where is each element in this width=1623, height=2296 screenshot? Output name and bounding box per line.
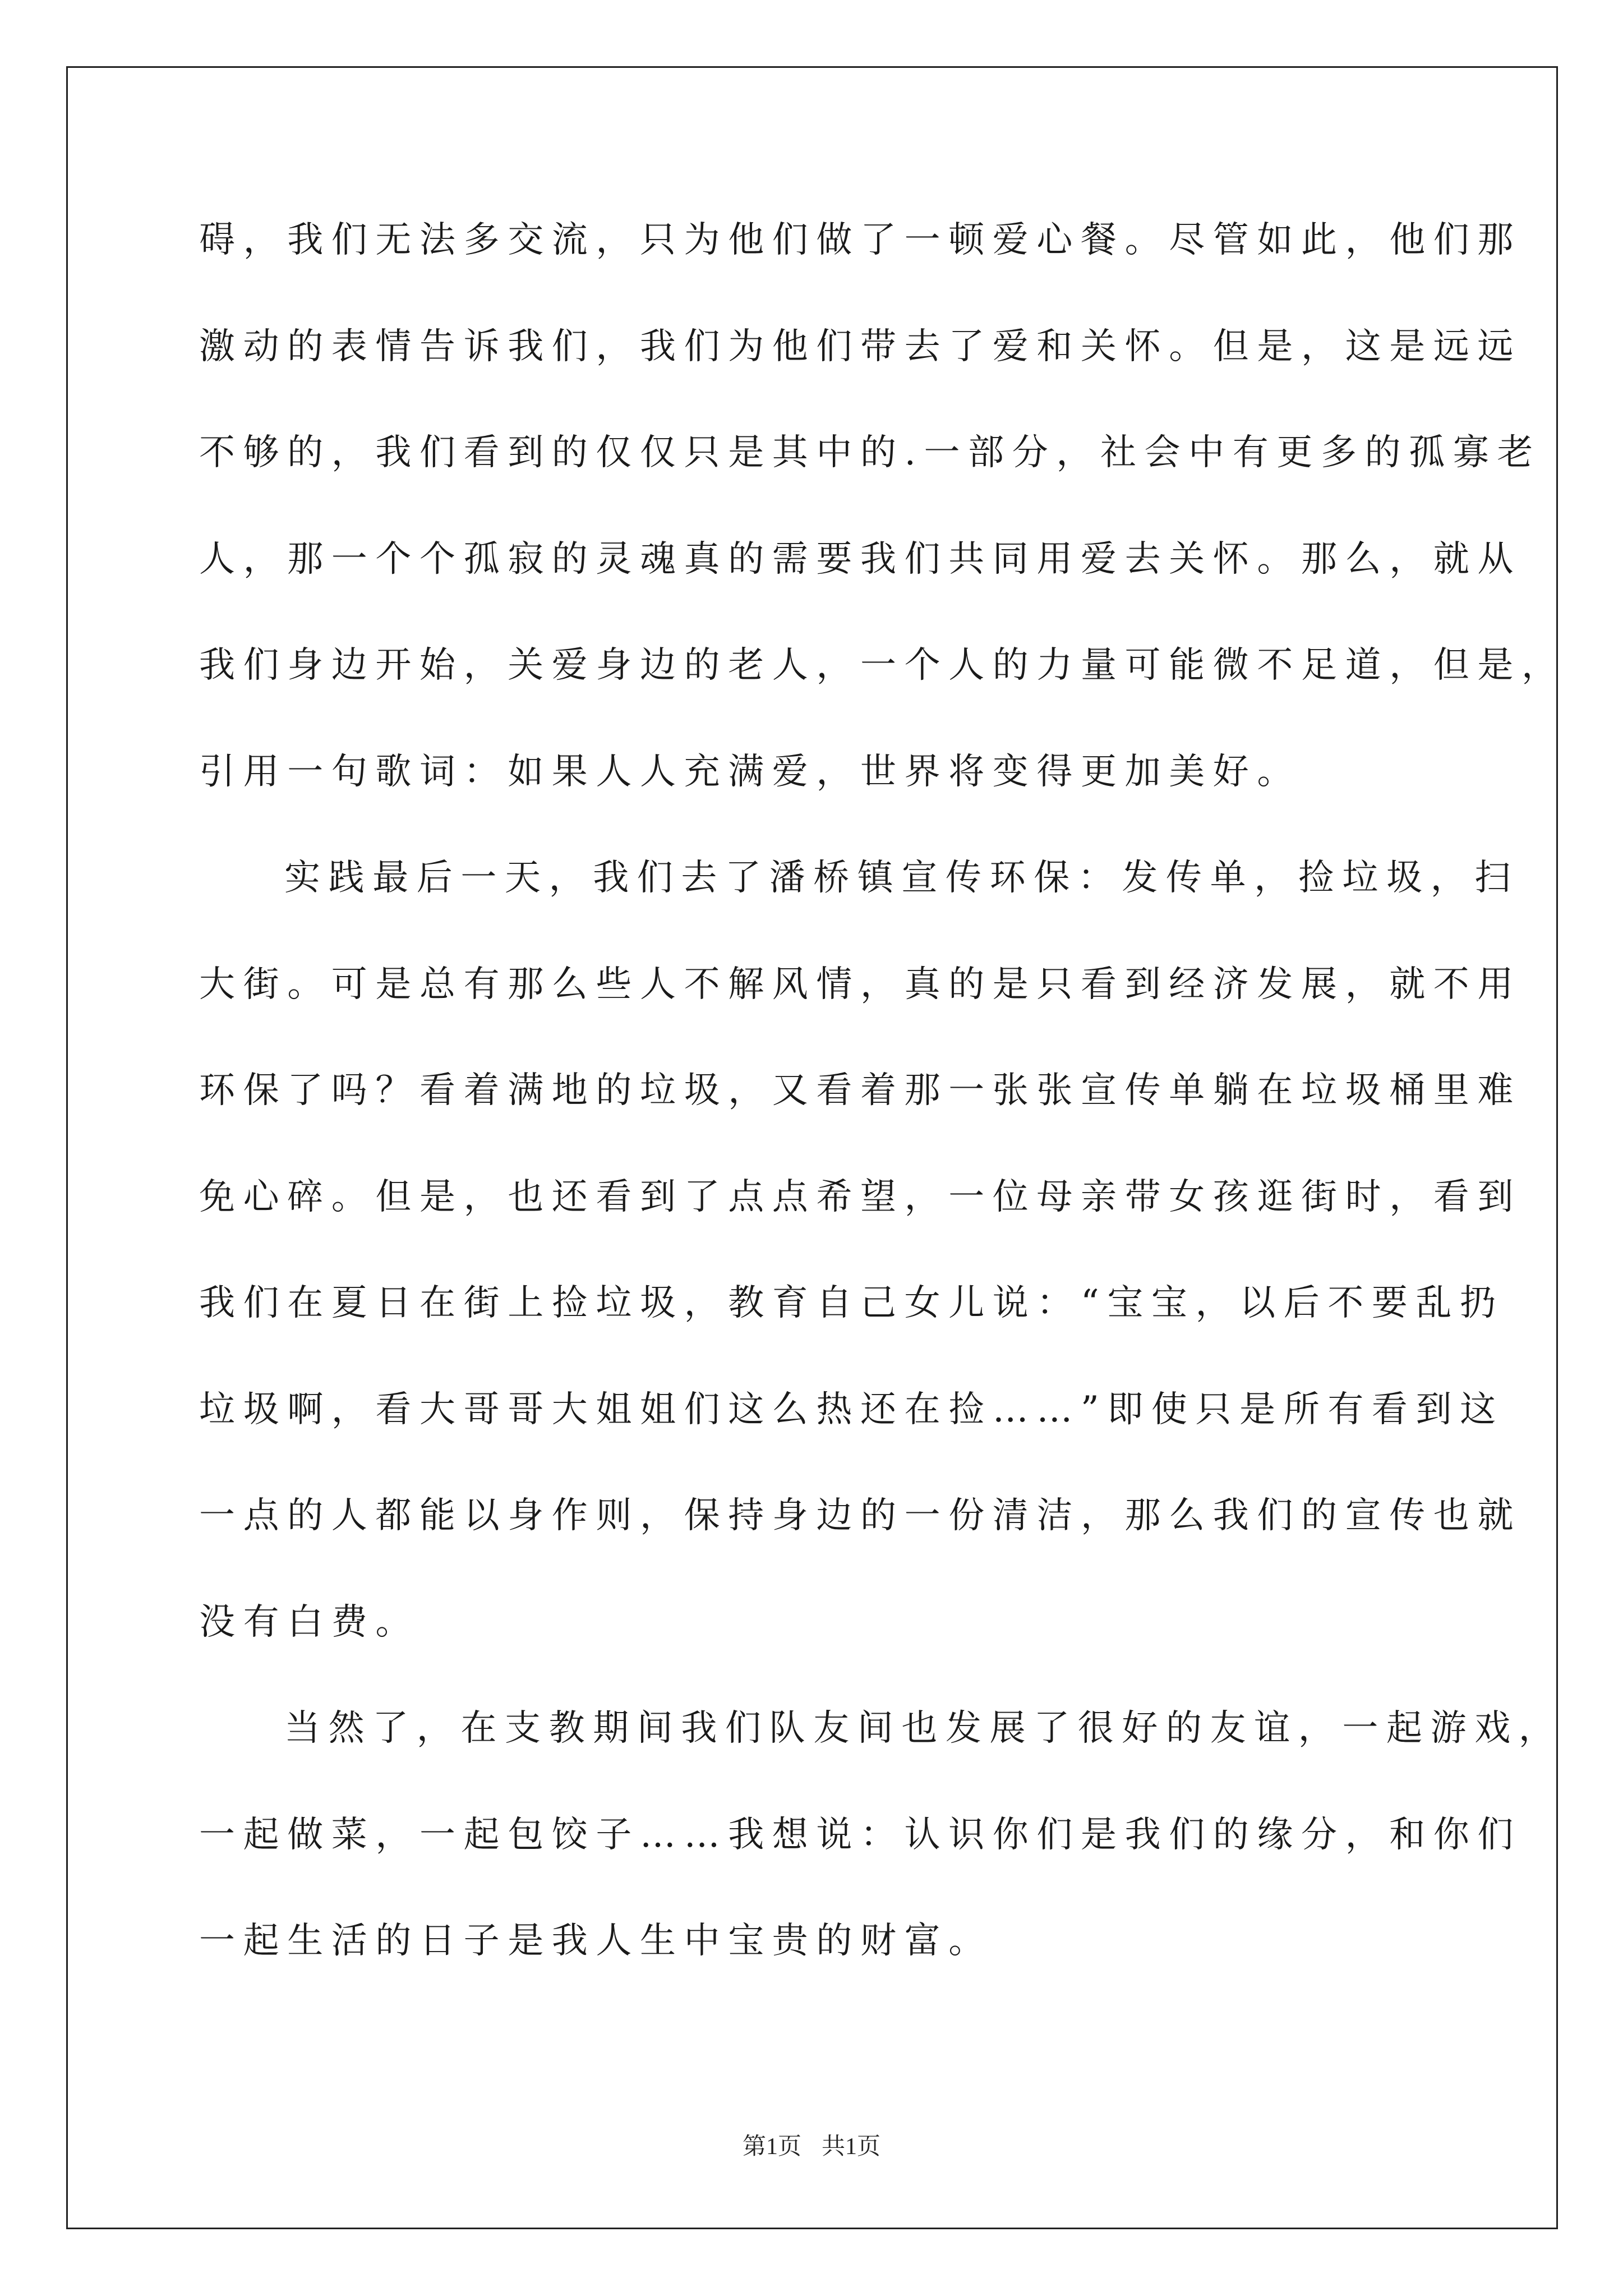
text-line: 环保了吗？看着满地的垃圾，又看着那一张张宣传单躺在垃圾桶里难 <box>199 1070 1521 1111</box>
text-line: 没有白费。 <box>199 1601 419 1643</box>
text-line: 激动的表情告诉我们，我们为他们带去了爱和关怀。但是，这是远远 <box>199 325 1521 367</box>
paragraph-start-line: 实践最后一天，我们去了潘桥镇宣传环保：发传单，捡垃圾，扫 <box>284 857 1519 899</box>
text-line: 不够的，我们看到的仅仅只是其中的.一部分，社会中有更多的孤寡老 <box>199 432 1541 473</box>
text-line: 免心碎。但是，也还看到了点点希望，一位母亲带女孩逛街时，看到 <box>199 1176 1521 1218</box>
text-line: 大街。可是总有那么些人不解风情，真的是只看到经济发展，就不用 <box>199 963 1521 1005</box>
text-line: 一起做菜，一起包饺子……我想说：认识你们是我们的缘分，和你们 <box>199 1814 1521 1856</box>
text-line: 碍，我们无法多交流，只为他们做了一顿爱心餐。尽管如此，他们那 <box>199 219 1521 261</box>
text-line: 一起生活的日子是我人生中宝贵的财富。 <box>199 1920 993 1962</box>
page-number-current: 第1页 <box>742 2134 801 2160</box>
text-line: 我们身边开始，关爱身边的老人，一个人的力量可能微不足道，但是， <box>199 645 1566 686</box>
paragraph-start-line: 当然了，在支教期间我们队友间也发展了很好的友谊，一起游戏， <box>284 1708 1563 1749</box>
text-line: 一点的人都能以身作则，保持身边的一份清洁，那么我们的宣传也就 <box>199 1495 1521 1536</box>
document-body <box>199 215 1566 2022</box>
text-line: 人，那一个个孤寂的灵魂真的需要我们共同用爱去关怀。那么，就从 <box>199 538 1521 580</box>
page-number-total: 共1页 <box>822 2134 881 2160</box>
text-line: 我们在夏日在街上捡垃圾，教育自己女儿说：“宝宝，以后不要乱扔 <box>199 1282 1504 1324</box>
text-line: 垃圾啊，看大哥哥大姐姐们这么热还在捡……”即使只是所有看到这 <box>199 1388 1504 1430</box>
page-footer <box>0 2133 1623 2161</box>
text-line: 引用一句歌词：如果人人充满爱，世界将变得更加美好。 <box>199 751 1301 793</box>
